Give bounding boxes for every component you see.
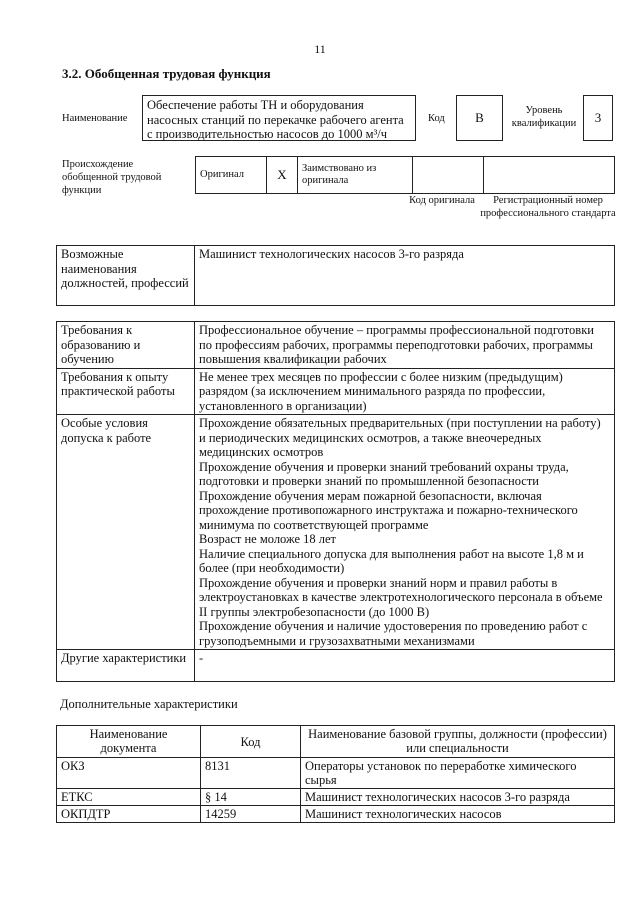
education-value: [195, 322, 615, 369]
origin-borrowed-label: Заимствовано из оригинала: [298, 157, 413, 194]
header-document: Наименование документа: [57, 726, 201, 758]
condition-line: Прохождение обучения и наличие удостоверения по проведению работ с грузоподъемными и грузозахватными механизмами: [199, 619, 588, 648]
table-row-group: Машинист технологических насосов: [301, 806, 615, 823]
condition-line: Прохождение обучения мерам пожарной безопасности, включая прохождение противопожарного инструктажа и пожарно-технического минимума по соответствующей программе: [199, 488, 578, 532]
header-group: Наименование базовой группы, должности (профессии) или специальности: [301, 726, 615, 758]
qualification-level-label: Уровень квалификации: [511, 105, 577, 129]
experience-value: [195, 368, 615, 415]
professions-table: [56, 245, 615, 306]
function-name-value: Обеспечение работы ТН и оборудования насосных станций по перекачке рабочего агента с производительностью насосов до 1000 м³/ч: [142, 95, 416, 141]
additional-table: [56, 725, 615, 823]
experience-label: Требования к опыту практической работы: [57, 368, 195, 415]
requirements-table: [56, 321, 615, 682]
table-row-code: 8131: [201, 758, 301, 789]
table-row-group: Машинист технологических насосов 3-го разряда: [301, 789, 615, 806]
origin-table: [195, 156, 615, 194]
origin-original-mark: Х: [267, 157, 298, 194]
qualification-level-value: 3: [583, 95, 613, 141]
origin-reg-caption: Регистрационный номер профессионального стандарта: [480, 195, 616, 219]
table-row-code: § 14: [201, 789, 301, 806]
other-characteristics-value: [195, 650, 615, 682]
header-code: Код: [201, 726, 301, 758]
condition-line: Возраст не моложе 18 лет: [199, 532, 337, 546]
table-row-doc: ОКЗ: [57, 758, 201, 789]
page-number: 11: [314, 42, 326, 56]
table-row-group: Операторы установок по переработке химического сырья: [301, 758, 615, 789]
additional-title: Дополнительные характеристики: [60, 697, 238, 711]
other-line: -: [199, 651, 204, 665]
professions-label: Возможные наименования должностей, профессий: [57, 246, 195, 306]
professions-value: Машинист технологических насосов 3-го разряда: [195, 246, 615, 306]
section-title: 3.2. Обобщенная трудовая функция: [62, 66, 271, 81]
origin-original-label: Оригинал: [196, 157, 267, 194]
condition-line: Прохождение обучения и проверки знаний требований охраны труда, подготовки и проверки знаний по промышленной безопасности: [199, 459, 569, 488]
table-row-code: 14259: [201, 806, 301, 823]
condition-line: Прохождение обязательных предварительных (при поступлении на работу) и периодических медицинских осмотров, а также внеочередных медицинских осмотров: [199, 416, 601, 459]
origin-code-caption: Код оригинала: [409, 195, 475, 206]
table-row-doc: ЕТКС: [57, 789, 201, 806]
condition-line: Наличие специального допуска для выполнения работ на высоте 1,8 м и более (при необходимости): [199, 546, 584, 575]
education-line: Профессиональное обучение – программы профессиональной подготовки по профессиям рабочих, программы переподготовки рабочих, программы повышения квалификации рабочих: [199, 323, 594, 366]
condition-line: Прохождение обучения и проверки знаний норм и правил работы в электроустановках в качестве электротехнологического персонала в объеме II группы электробезопасности (до 1000 В): [199, 575, 603, 619]
other-characteristics-label: Другие характеристики: [57, 650, 195, 682]
table-row-doc: ОКПДТР: [57, 806, 201, 823]
origin-label: Происхождение обобщенной трудовой функции: [62, 159, 162, 196]
function-code-label: Код: [428, 113, 445, 124]
origin-code-cell: [413, 157, 484, 194]
origin-reg-cell: [484, 157, 615, 194]
admission-conditions-value: [195, 415, 615, 650]
admission-conditions-label: Особые условия допуска к работе: [57, 415, 195, 650]
function-name-label: Наименование: [62, 113, 128, 124]
education-label: Требования к образованию и обучению: [57, 322, 195, 369]
function-code-value: В: [456, 95, 503, 141]
experience-line: Не менее трех месяцев по профессии с более низким (предыдущим) разрядом (за исключением минимального разряда по профессии, установленного в организации): [199, 369, 563, 413]
